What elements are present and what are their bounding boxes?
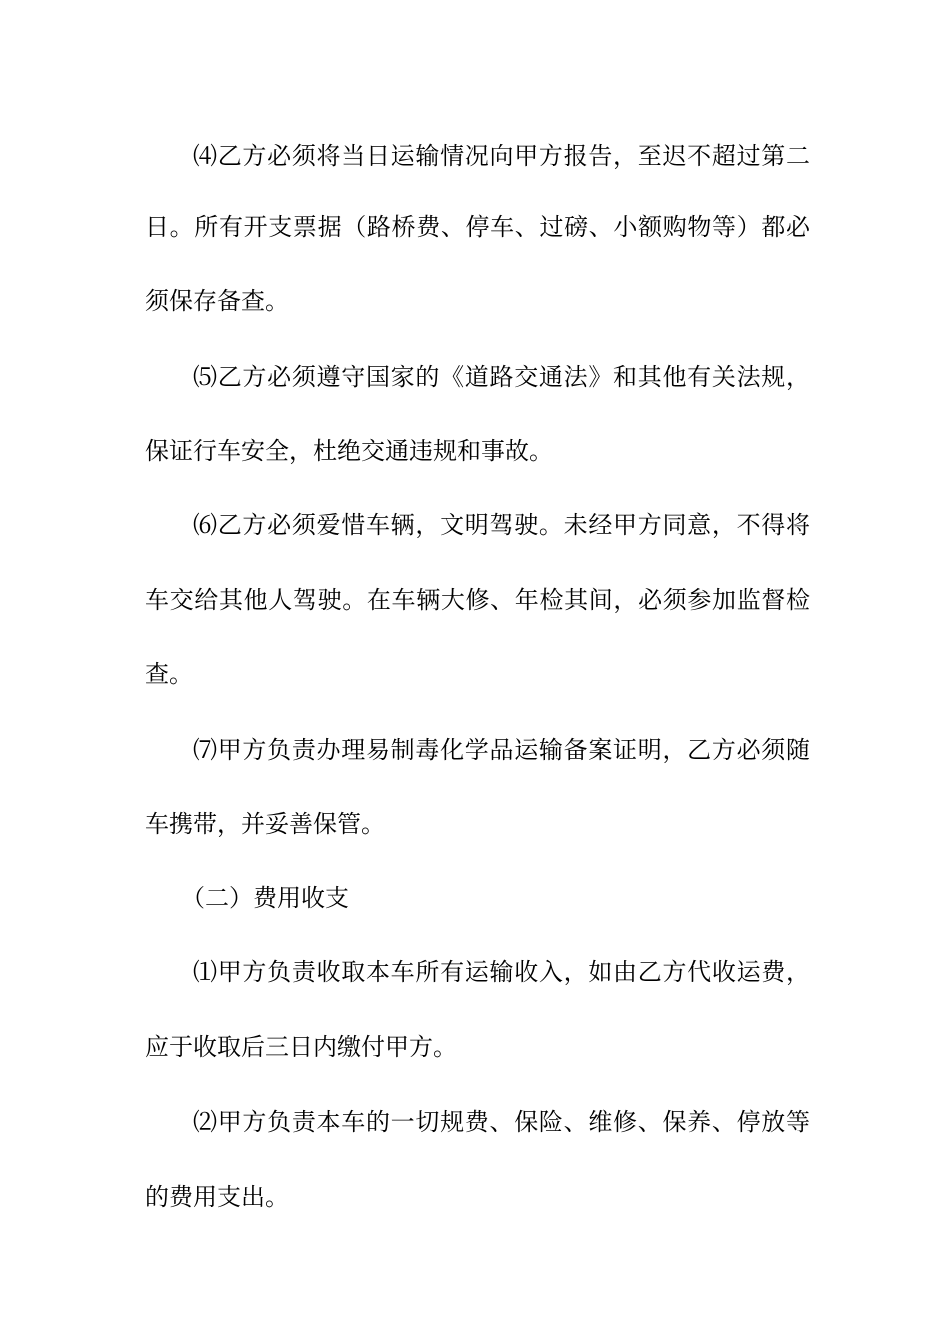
paragraph-6-line-3: 查。 [145,660,193,688]
paragraph-5-line-2: 保证行车安全，杜绝交通违规和事故。 [145,437,553,465]
paragraph-4-line-3: 须保存备查。 [145,287,289,315]
paragraph-5-line-1: ⑸乙方必须遵守国家的《道路交通法》和其他有关法规， [193,363,810,391]
paragraph-6-line-2: 车交给其他人驾驶。在车辆大修、年检其间，必须参加监督检 [145,586,810,614]
expense-item-2-line-2: 的费用支出。 [145,1183,289,1211]
expense-item-1-line-1: ⑴甲方负责收取本车所有运输收入，如由乙方代收运费， [193,958,810,986]
expense-item-1-line-2: 应于收取后三日内缴付甲方。 [145,1033,457,1061]
paragraph-4-line-1: ⑷乙方必须将当日运输情况向甲方报告，至迟不超过第二 [193,142,810,170]
paragraph-7-line-1: ⑺甲方负责办理易制毒化学品运输备案证明，乙方必须随 [193,736,810,764]
expense-item-2-line-1: ⑵甲方负责本车的一切规费、保险、维修、保养、停放等 [193,1108,810,1136]
paragraph-7-line-2: 车携带，并妥善保管。 [145,810,385,838]
paragraph-4-line-2: 日。所有开支票据（路桥费、停车、过磅、小额购物等）都必 [145,213,810,241]
paragraph-6-line-1: ⑹乙方必须爱惜车辆，文明驾驶。未经甲方同意，不得将 [193,511,810,539]
section-heading-expenses: （二）费用收支 [181,884,349,912]
